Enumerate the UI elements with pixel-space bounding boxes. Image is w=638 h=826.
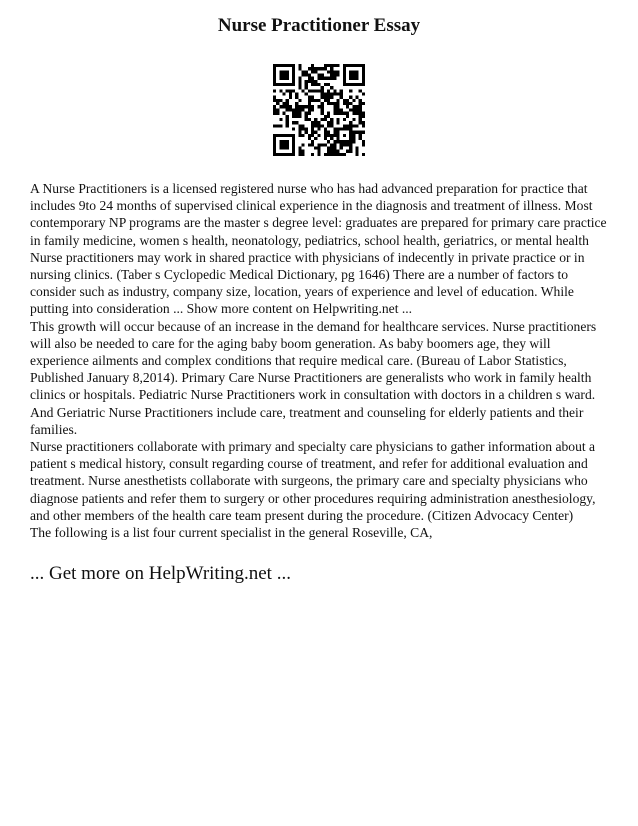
page-title: Nurse Practitioner Essay xyxy=(217,15,421,36)
qr-code-icon xyxy=(273,64,365,156)
essay-paragraph: The following is a list four current specialist in the general Roseville, CA, xyxy=(30,525,433,541)
get-more-link[interactable]: ... Get more on HelpWriting.net ... xyxy=(30,563,291,584)
essay-paragraph: A Nurse Practitioners is a licensed registered nurse who has had advanced preparation for practice that includes 9to 24 months of supervised clinical experience in the diagnosis and treatment of illness. Most contemporary NP programs are the master s degree level: graduates are prepared for primary care practice in family medicine, women s health, neonatology, pediatrics, school health, geriatrics, or mental health Nurse practitioners may work in shared practice with physicians of indecently in private practice or in nursing clinics. (Taber s Cyclopedic Medical Dictionary, pg 1646) There are a number of factors to consider such as industry, company size, location, years of experience and level of education. While putting into consideration ... Show more content on Helpwriting.net ... xyxy=(30,181,607,317)
essay-paragraph: This growth will occur because of an increase in the demand for healthcare services. Nurse practitioners will also be needed to care for the aging baby boom generation. As baby boomers age, they will experience ailments and complex conditions that require medical care. (Bureau of Labor Statistics, Published January 8,2014). Primary Care Nurse Practitioners are generalists who work in family health clinics or hospitals. Pediatric Nurse Practitioners work in consultation with doctors in a children s ward. And Geriatric Nurse Practitioners include care, treatment and counseling for elderly patients and their families. xyxy=(30,318,597,437)
essay-paragraph: Nurse practitioners collaborate with primary and specialty care physicians to gather information about a patient s medical history, consult regarding course of treatment, and refer for additional evaluation and treatment. Nurse anesthetists collaborate with surgeons, the primary care and specialty physicians who diagnose patients and refer them to surgery or other procedures requiring administration anesthesiology, and other members of the health care team present during the procedure. (Citizen Advocacy Center) xyxy=(30,439,596,523)
essay-body xyxy=(30,180,612,541)
